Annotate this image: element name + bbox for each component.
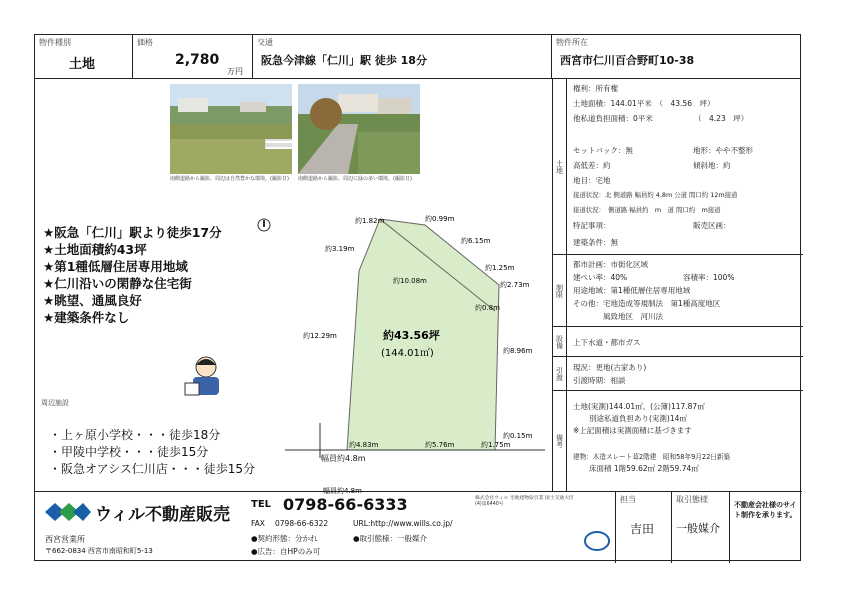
area-tsubo: 約43.56坪 <box>383 329 440 342</box>
feature-item: ★眺望、通風良好 <box>43 293 142 308</box>
spec-line: 風致地区 河川法 <box>603 312 663 321</box>
handover-label: 引渡 <box>553 357 567 390</box>
dim-label: 約6.15m <box>461 237 491 245</box>
staff-cell <box>615 492 671 563</box>
spec-line: 他私道負担面積：0平米 （ 4.23 坪） <box>573 114 749 123</box>
land-label: 土地 <box>553 79 567 254</box>
type-value: 土地 <box>69 57 96 72</box>
deal-type: 一般媒介 <box>676 522 720 535</box>
land-section <box>553 79 803 255</box>
legal-label: 制限 <box>553 255 567 326</box>
tel-label: TEL <box>251 499 272 510</box>
location-value: 西宮市仁川百合野町10-38 <box>560 54 695 67</box>
footer-note: ●契約形態：分かれ <box>251 534 318 543</box>
staff-label: 担当 <box>620 495 636 504</box>
lot-plan-diagram <box>285 213 555 495</box>
spec-line: 高低差：約 <box>573 161 611 170</box>
area-m2: (144.01㎡) <box>381 348 434 359</box>
nearby-item: ・阪急オアシス仁川店・・・徒歩15分 <box>49 462 256 476</box>
association-logo-icon <box>583 530 611 552</box>
site-photo-2 <box>298 84 420 174</box>
north-arrow-icon <box>257 218 271 234</box>
dim-label: 約1.82m <box>355 217 385 225</box>
nearby-item: ・上ヶ原小学校・・・徒歩18分 <box>49 428 221 442</box>
spec-line: 販売区画： <box>693 221 731 230</box>
spec-line: 地形：やや不整形 <box>693 146 753 155</box>
spec-line: 土地面積：144.01平米 （ 43.56 坪） <box>573 99 715 108</box>
spec-line: 容積率：100% <box>683 273 735 282</box>
promo-cell <box>729 492 802 563</box>
location-label: 物件所在 <box>556 38 588 47</box>
fax-label: FAX <box>251 519 265 528</box>
spec-line: その他：宅地造成等規制法 第1種高度地区 <box>573 299 721 308</box>
deal-label: 取引態様 <box>676 495 708 504</box>
road-width-label: 幅員約4.8m <box>321 454 366 463</box>
branch-name: 西宮営業所 <box>45 535 85 544</box>
photo-caption-2: 南側道路から撮影。周辺に緑の多い環境。(撮影日) <box>298 176 412 182</box>
company-address: 〒662-0834 西宮市南昭和町5-13 <box>45 547 153 555</box>
dim-label: 約0.15m <box>503 432 533 440</box>
handover-section <box>553 357 803 391</box>
spec-line: 接道状況：北 側道路 幅員約 4.8m 公道 間口約 12m接道 <box>573 191 738 199</box>
dim-label: 約1.75m <box>481 441 511 449</box>
footer-note: ●取引態様：一般媒介 <box>353 534 428 543</box>
spec-line: 接道状況： 側道路 幅員約 m 道 間口約 m接道 <box>573 206 721 214</box>
spec-panel <box>552 79 802 491</box>
spec-line: セットバック：無 <box>573 146 633 155</box>
spec-line: 上下水道・都市ガス <box>573 338 641 347</box>
spec-line: ※上記面積は実測面積に基づきます <box>573 426 692 435</box>
type-cell <box>35 35 133 79</box>
nearby-list <box>49 427 255 478</box>
promo-text: 不動産会社様のサイト制作を承ります。 <box>734 501 797 519</box>
dim-label: 約0.99m <box>425 215 455 223</box>
dim-label: 約1.25m <box>485 264 515 272</box>
price-value: 2,780 <box>175 52 220 68</box>
dim-label: 約4.83m <box>349 441 379 449</box>
spec-line: 引渡時期：相談 <box>573 376 626 385</box>
remarks-section <box>553 391 803 491</box>
dim-label: 約2.73m <box>500 281 530 289</box>
spec-line: 別途私道負担あり(実測)14㎡ <box>589 414 687 423</box>
nearby-item: ・甲陵中学校・・・徒歩15分 <box>49 445 209 459</box>
dim-label: 約0.8m <box>475 304 500 312</box>
legal-section <box>553 255 803 327</box>
dim-label: 約8.96m <box>503 347 533 355</box>
header-bar <box>35 35 800 79</box>
site-photo-1 <box>170 84 292 174</box>
feature-item: ★仁川沿いの閑静な住宅街 <box>43 276 192 291</box>
infra-label: 設備 <box>553 327 567 356</box>
photo-caption-1: 南側道路から撮影。周辺は自然豊かな環境。(撮影日) <box>170 176 289 182</box>
price-unit: 万円 <box>227 67 243 76</box>
spec-line: 建ぺい率：40% <box>573 273 628 282</box>
transport-value: 阪急今津線「仁川」駅 徒歩 18分 <box>261 54 427 67</box>
remarks-label: 備考 <box>553 391 567 491</box>
footer <box>35 491 802 562</box>
spec-line: 土地(実測)144.01㎡、(公簿)117.87㎡ <box>573 402 705 411</box>
dim-label: 約12.29m <box>303 332 337 340</box>
location-cell <box>552 35 802 79</box>
feature-list <box>43 224 222 326</box>
spec-line: 権利：所有権 <box>573 84 618 93</box>
footer-note: ●広告：自HPのみ可 <box>251 547 321 556</box>
feature-item: ★建築条件なし <box>43 310 130 325</box>
company-logo-icon <box>45 501 91 523</box>
spec-line: 用途地域：第1種低層住居専用地域 <box>573 286 691 295</box>
spec-line: 地目：宅地 <box>573 176 611 185</box>
spec-line: 現況：更地(古家あり) <box>573 363 647 372</box>
company-url[interactable]: URL:http://www.wills.co.jp/ <box>353 519 453 528</box>
tel-number: 0798-66-6333 <box>283 495 408 514</box>
deal-cell <box>671 492 729 563</box>
feature-item: ★阪急「仁川」駅より徒歩17分 <box>43 225 222 240</box>
dim-label: 約5.76m <box>425 441 455 449</box>
infra-section <box>553 327 803 357</box>
spec-line: 都市計画：市街化区域 <box>573 260 648 269</box>
road-width: 幅員約4.8m <box>323 487 362 495</box>
feature-item: ★土地面積約43坪 <box>43 242 147 257</box>
company-name: ウィル不動産販売 <box>95 505 230 525</box>
license-info: 株式会社ウィル 宅地建物取引業 国土交通大臣(4)第6440号 <box>475 496 574 507</box>
spec-line: 特記事項： <box>573 221 611 230</box>
fax-number: 0798-66-6322 <box>275 519 329 528</box>
transport-label: 交通 <box>257 38 273 47</box>
dim-label: 約3.19m <box>325 245 355 253</box>
type-label: 物件種別 <box>39 38 71 47</box>
nearby-header: 周辺施設 <box>41 399 69 407</box>
spec-line: 床面積 1階59.62㎡ 2階59.74㎡ <box>589 464 699 473</box>
transport-cell <box>253 35 552 79</box>
spec-line: 傾斜地：約 <box>693 161 731 170</box>
price-cell <box>133 35 253 79</box>
dim-label: 約10.08m <box>393 277 427 285</box>
price-label: 価格 <box>137 38 153 47</box>
spec-line: 建築条件：無 <box>573 238 618 247</box>
flyer-sheet <box>34 34 801 561</box>
staff-name: 吉田 <box>630 522 655 536</box>
agent-illustration-icon <box>183 353 229 399</box>
feature-item: ★第1種低層住居専用地域 <box>43 259 188 274</box>
spec-line: 建物：木造スレート葺2階建 昭和58年9月22日新築 <box>573 453 731 461</box>
